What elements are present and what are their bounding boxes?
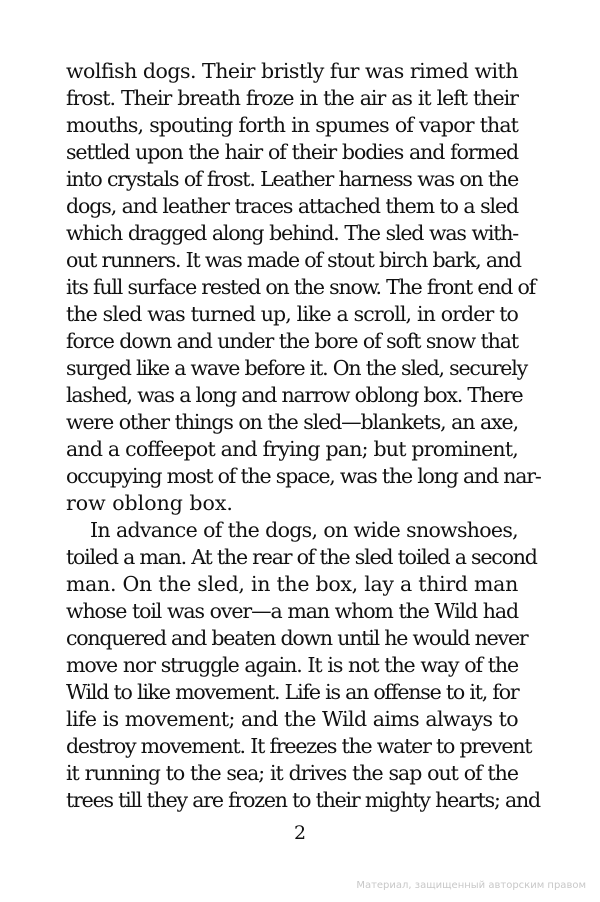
text-line: its full surface rested on the snow. The front end of — [66, 275, 536, 299]
text-line: which dragged along behind. The sled was with- — [66, 221, 518, 245]
text-line: In advance of the dogs, on wide snowshoes, — [90, 518, 518, 542]
text-line: whose toil was over—a man whom the Wild had — [66, 599, 518, 623]
text-line: and a coffeepot and frying pan; but prominent, — [66, 437, 518, 461]
text-line: man. On the sled, in the box, lay a third man — [66, 572, 518, 596]
text-line: settled upon the hair of their bodies and formed — [66, 140, 518, 164]
text-line: the sled was turned up, like a scroll, in order to — [66, 302, 518, 326]
copyright-watermark: Материал, защищенный авторским правом — [356, 880, 586, 891]
text-line: out runners. It was made of stout birch bark, and — [66, 248, 521, 272]
text-line: destroy movement. It freezes the water to prevent — [66, 734, 532, 758]
text-line: toiled a man. At the rear of the sled toiled a second — [66, 545, 537, 569]
text-line: lashed, was a long and narrow oblong box. There — [66, 383, 523, 407]
page-number: 2 — [293, 822, 307, 844]
text-line: frost. Their breath froze in the air as it left their — [66, 86, 518, 110]
text-line: conquered and beaten down until he would never — [66, 626, 528, 650]
text-line: force down and under the bore of soft snow that — [66, 329, 518, 353]
text-line: trees till they are frozen to their mighty hearts; and — [66, 788, 540, 812]
text-line: wolfish dogs. Their bristly fur was rimed with — [66, 59, 518, 83]
text-line: were other things on the sled—blankets, an axe, — [66, 410, 518, 434]
text-line: into crystals of frost. Leather harness was on the — [66, 167, 518, 191]
text-line: life is movement; and the Wild aims always to — [66, 707, 518, 731]
text-line: it running to the sea; it drives the sap out of the — [66, 761, 518, 785]
text-line: surged like a wave before it. On the sled, securely — [66, 356, 527, 380]
text-line: mouths, spouting forth in spumes of vapor that — [66, 113, 518, 137]
text-line: dogs, and leather traces attached them to a sled — [66, 194, 518, 218]
text-line: row oblong box. — [66, 491, 233, 515]
text-line: Wild to like movement. Life is an offense to it, for — [66, 680, 519, 704]
body-text — [66, 58, 541, 814]
text-line: occupying most of the space, was the long and nar- — [66, 464, 541, 488]
text-line: move nor struggle again. It is not the way of the — [66, 653, 518, 677]
